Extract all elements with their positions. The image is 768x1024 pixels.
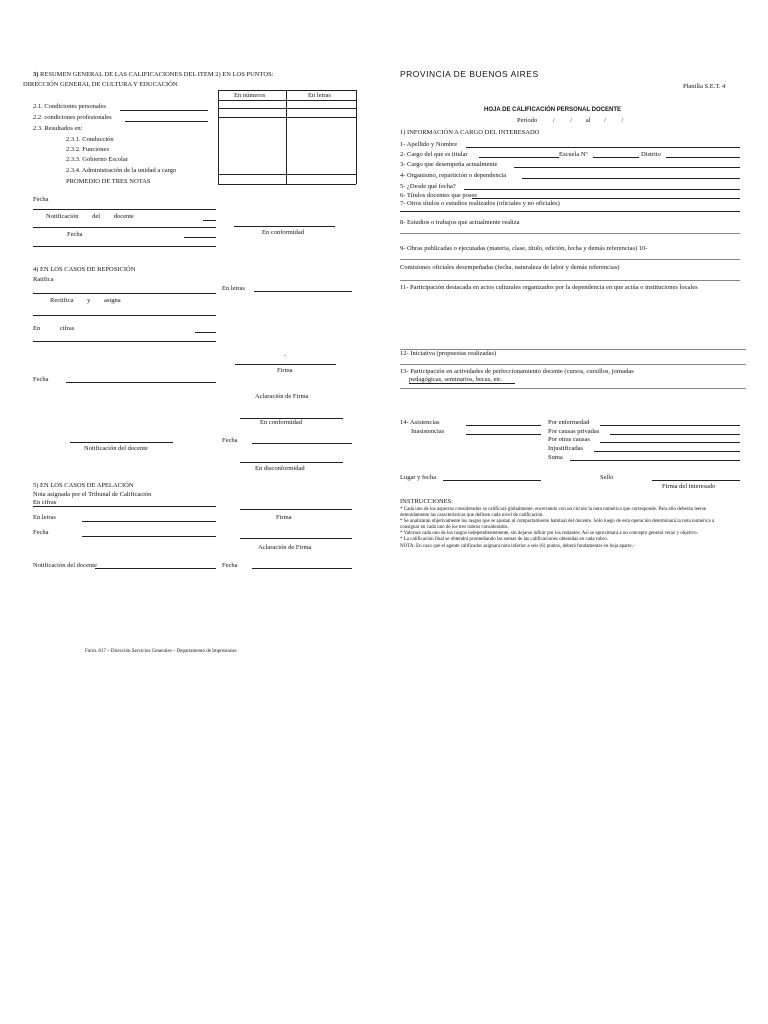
distrito-label: Distrito: [641, 151, 661, 158]
lugar-fecha-label: Lugar y fecha: [400, 474, 437, 481]
notif-docente-line-2[interactable]: [95, 568, 216, 569]
por-otras-line[interactable]: [600, 442, 740, 443]
field-1-line[interactable]: [466, 147, 740, 148]
firma-line-2[interactable]: [240, 509, 352, 510]
fecha-label-4: Fecha: [222, 437, 238, 444]
en-conformidad-1: En conformidad: [262, 229, 305, 236]
form-footer: Form. 817 – Dirección Servicios Generales – Departamento de Impresiones: [85, 649, 237, 654]
en-conformidad-2: En conformidad: [260, 419, 303, 426]
field-2-line[interactable]: [479, 157, 559, 158]
item-2-1: 2.1. Condiciones personales: [33, 103, 106, 110]
field-13-line[interactable]: [409, 383, 515, 384]
escuela-label: Escuela Nº: [559, 151, 588, 158]
section-3-number: 3): [33, 71, 39, 78]
por-otras-label: Por otras causas: [548, 436, 590, 443]
rectifica-y: y: [87, 297, 91, 304]
por-enfermedad-label: Por enfermedad: [548, 419, 590, 426]
notificacion-docente-a: [46, 213, 134, 220]
section-5-heading: 5) EN LOS CASOS DE APELACIÓN: [33, 482, 134, 489]
field-8-line[interactable]: [400, 233, 740, 234]
aclaracion-firma-1: Aclaración de Firma: [255, 393, 309, 400]
injustificadas-line[interactable]: [594, 451, 740, 452]
direccion-general: DIRECCIÓN GENERAL DE CULTURA Y EDUCACIÓN: [23, 81, 178, 88]
field-9-line[interactable]: [400, 259, 740, 260]
col-en-numeros: En números: [234, 92, 266, 99]
field-4-label: 4- Organismo, repartición o dependencia: [400, 172, 507, 179]
instrucciones-body: [400, 507, 730, 550]
aclaracion-line-2[interactable]: [240, 538, 352, 539]
injustificadas-label: Injustificadas: [548, 445, 584, 452]
instruccion-1: * Cada uno de los aspectos considerados se calificará globalmente, encerrando con un círculo la nota numérica que corresponde. Para ello deberán leerse detenidamente las características que definen cada nivel de calificación.: [400, 507, 706, 519]
fecha-label-2: Fecha: [67, 231, 83, 238]
en-letras-line-2[interactable]: [82, 521, 216, 522]
fecha-label-6: Fecha: [222, 562, 238, 569]
inasistencias-label: Inasistencias: [411, 428, 445, 435]
en-letras-1: En letras: [222, 285, 245, 292]
fecha-label-5: Fecha: [33, 529, 49, 536]
provincia-title: PROVINCIA DE BUENOS AIRES: [400, 69, 539, 79]
field-2-label: 2- Cargo del que es titular: [400, 151, 468, 158]
aclaracion-firma-2: Aclaración de Firma: [258, 544, 312, 551]
field-7-line[interactable]: [400, 211, 740, 212]
instrucciones-heading: INSTRUCCIONES:: [400, 498, 454, 505]
en-cifras-line[interactable]: [33, 506, 216, 507]
notif-docente: docente: [113, 213, 134, 220]
section-3-title: RESUMEN GENERAL DE LAS CALIFICACIONES DEL ITEM 2) EN LOS PUNTOS:: [38, 71, 274, 78]
field-5-line[interactable]: [464, 189, 740, 190]
fecha-line-4[interactable]: [252, 443, 352, 444]
item-2-1-line[interactable]: [120, 110, 208, 111]
section-3-heading: [33, 71, 273, 78]
notificacion-docente-2: Notificación del docente: [33, 562, 97, 569]
fecha-line-3[interactable]: [66, 382, 216, 383]
item-2-3-4: 2.3.4. Administración de la unidad a cargo: [66, 167, 177, 174]
en-letras-line-1[interactable]: [254, 291, 352, 292]
section-1-heading: 1) INFORMACIÓN A CARGO DEL INTERESADO: [400, 129, 540, 136]
lugar-fecha-line[interactable]: [443, 480, 541, 481]
nota-asignada: Nota asignada por el Tribunal de Calificación: [33, 491, 152, 498]
en-disconformidad: En disconformidad: [255, 465, 305, 472]
cifras-word: cifras: [59, 325, 75, 332]
firma-interesado-line[interactable]: [652, 480, 740, 481]
firma-line-1[interactable]: [235, 364, 336, 365]
en-word: En: [33, 325, 41, 332]
field-6-line[interactable]: [472, 198, 740, 199]
firma-label-1: Firma: [277, 367, 293, 374]
fecha-label-1: Fecha: [33, 196, 49, 203]
field-13-label-a: 13- Participación en actividades de perfeccionamiento docente (cursos, cursillos, jornadas: [400, 368, 634, 375]
en-letras-2: En letras: [33, 514, 56, 521]
item-2-2: 2.2. condiciones profesionales: [33, 114, 112, 121]
col-en-letras: En letras: [308, 92, 331, 99]
dash-mark: -: [284, 352, 287, 359]
escuela-line[interactable]: [593, 157, 639, 158]
item-2-2-line[interactable]: [125, 121, 208, 122]
field-12-line[interactable]: [400, 364, 746, 365]
field-12-label: 12- Iniciativa (propuestas realizadas): [400, 350, 497, 357]
firma-interesado-label: Firma del interesado: [662, 483, 716, 490]
item-2-3-1: 2.3.1. Conducción: [66, 136, 114, 143]
periodo-slash-1: /: [552, 117, 555, 124]
instruccion-3: * Valorará cada uno de los rasgos independientemente, sin dejarse influir por los restantes. Así se aproximará a un concepto general veraz y objetivo.: [400, 531, 698, 537]
section-4-heading: 4) EN LOS CASOS DE REPOSICIÓN: [33, 266, 136, 273]
asigna: asigna: [103, 297, 121, 304]
field-10-label: Comisiones oficiales desempeñadas (fecha, naturaleza de labor y demás referencias): [400, 264, 620, 271]
item-2-3-2: 2.3.2. Funciones: [66, 146, 109, 153]
notif-word: Notificación: [46, 213, 79, 220]
periodo-row: [517, 117, 623, 124]
field-1-label: 1- Apellido y Nombre: [400, 141, 458, 148]
field-10-line[interactable]: [400, 280, 740, 281]
rectifica: Rectifica: [50, 297, 74, 304]
por-privadas-line[interactable]: [610, 434, 740, 435]
fecha-line-5[interactable]: [82, 536, 216, 537]
suma-label: Suma: [548, 454, 563, 461]
instruccion-4: * La calificación final se obtendrá promediando las sumas de las calificaciones obtenidas en cada rubro.: [400, 537, 608, 543]
en-cifras-a: [33, 325, 74, 332]
field-7-label: 7- Otros títulos o estudios realizados (oficiales y no oficiales): [400, 200, 560, 207]
inasistencias-line[interactable]: [466, 434, 541, 435]
fecha-label-3: Fecha: [33, 376, 49, 383]
rectifica-y-asigna: [50, 297, 121, 304]
field-11-label: 11- Participación destacada en actos culturales organizados por la dependencia en que actúa o instituciones locales: [400, 284, 698, 291]
instruccion-nota: NOTA: En caso que el agente calificador asignara nota inferior a seis (6) puntos, deberá fundamentar en hoja aparte.-: [400, 543, 635, 549]
field-3-line[interactable]: [514, 167, 740, 168]
periodo-slash-3: /: [604, 117, 606, 124]
por-privadas-label: Por causas privadas: [548, 428, 600, 435]
por-enfermedad-line[interactable]: [600, 425, 740, 426]
distrito-line[interactable]: [666, 157, 740, 158]
conformidad-signature-line-1[interactable]: [234, 226, 335, 227]
item-2-3: 2.3. Resultados en:: [33, 125, 83, 132]
periodo-al: al: [585, 117, 591, 124]
hoja-calificacion-title: HOJA DE CALIFICACIÓN PERSONAL DOCENTE: [484, 107, 622, 113]
field-3-label: 3- Cargo que desempeña actualmente: [400, 161, 498, 168]
field-9-label: 9- Obras publicadas o ejecutadas (materia, clase, título, edición, fecha y demás referencias) 10-: [400, 245, 648, 252]
instruccion-2: * Se analizarán objetivamente los rasgos que se ajustan al comportamiento habitual del docente. Sólo luego de esta operación determinará la nota numérica a consignar en cada uno de los tres rubros considerados.: [400, 519, 715, 531]
firma-label-2: Firma: [276, 514, 292, 521]
fecha-line-6[interactable]: [252, 568, 352, 569]
field-5-label: 5- ¿Desde qué fecha?: [400, 183, 456, 190]
suma-line[interactable]: [570, 460, 740, 461]
field-13-label-b: pedagógicas, seminarios, becas, etc.: [409, 376, 503, 383]
asistencias-label: 14- Asistencias: [400, 419, 440, 426]
asistencias-line[interactable]: [466, 425, 541, 426]
en-cifras: En cifras: [33, 499, 57, 506]
periodo-slash-4: /: [621, 117, 624, 124]
planilla-code: Planilla S.E.T. 4: [683, 83, 726, 90]
notif-docente-line-1[interactable]: [70, 442, 173, 443]
item-2-3-3: 2.3.3. Gobierno Escolar: [66, 156, 128, 163]
periodo-label: Período: [517, 117, 538, 124]
field-4-line[interactable]: [522, 178, 740, 179]
notificacion-docente-1: Notificación del docente: [84, 445, 148, 452]
field-6-label: 6- Títulos docentes que posee: [400, 192, 478, 199]
promedio: PROMEDIO DE TRES NOTAS: [66, 178, 151, 185]
field-8-label: 8- Estudios o trabajos que actualmente realiza: [400, 219, 520, 226]
periodo-slash-2: /: [570, 117, 573, 124]
sello-label: Sello: [600, 474, 614, 481]
ratifica: Ratifica: [33, 276, 54, 283]
notif-del: del: [92, 213, 101, 220]
